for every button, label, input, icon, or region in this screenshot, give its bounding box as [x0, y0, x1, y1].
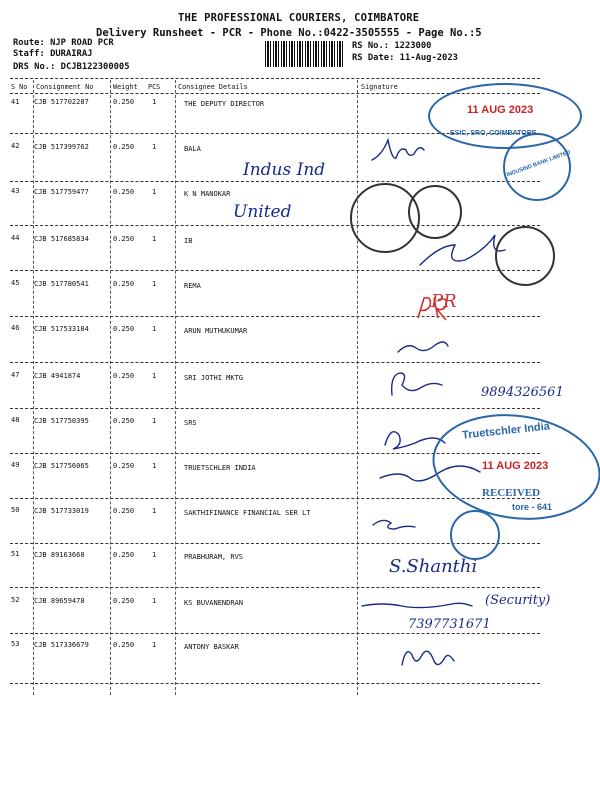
row-consignee: PRABHURAM, RVS [184, 553, 244, 561]
row-pcs: 1 [152, 417, 157, 425]
esic-stamp [428, 83, 582, 149]
row-consignee: THE DEPUTY DIRECTOR [184, 100, 265, 108]
row-weight: 0.250 [113, 325, 135, 333]
drs-number: DRS No.: DCJB122300005 [13, 62, 130, 72]
row-pcs: 1 [152, 462, 157, 470]
signature-row52 [362, 603, 472, 607]
row-sno: 47 [11, 371, 20, 379]
row-consignment: CJB 517750395 [34, 417, 89, 425]
row-sno: 49 [11, 461, 20, 469]
handwritten-number: 7397731671 [408, 617, 491, 632]
row-consignment: CJB 89163668 [34, 551, 85, 559]
row-sno: 50 [11, 506, 20, 514]
row-weight: 0.250 [113, 462, 135, 470]
handwritten-indus-ind: Indus Ind [243, 160, 326, 180]
rs-date: RS Date: 11-Aug-2023 [352, 53, 458, 63]
row-pcs: 1 [152, 325, 157, 333]
col-weight: Weight [113, 83, 138, 91]
row-rule [10, 683, 540, 684]
esic-stamp-date: 11 AUG 2023 [467, 104, 534, 116]
handwritten-shanthi: S.Shanthi [389, 556, 478, 577]
row-sno: 43 [11, 187, 20, 195]
row-pcs: 1 [152, 280, 157, 288]
row-sno: 51 [11, 550, 20, 558]
row-weight: 0.250 [113, 98, 135, 106]
row-consignee: ANTONY BASKAR [184, 643, 239, 651]
row-consignee: BALA [184, 145, 201, 153]
row-rule [10, 587, 540, 588]
row-pcs: 1 [152, 143, 157, 151]
row-consignment: CJB 517733019 [34, 507, 89, 515]
row-weight: 0.250 [113, 372, 135, 380]
rs-number: RS No.: 1223000 [352, 41, 432, 51]
row-consignee: IB [184, 237, 193, 245]
row-consignee: ARUN MUTHUKUMAR [184, 327, 248, 335]
esic-stamp-text: ESIC, SRO, COIMBATORE [450, 130, 537, 137]
row-consignee: KS BUVANENDRAN [184, 599, 244, 607]
company-title: THE PROFESSIONAL COURIERS, COIMBATORE [178, 12, 420, 24]
row-weight: 0.250 [113, 143, 135, 151]
row-pcs: 1 [152, 641, 157, 649]
row-pcs: 1 [152, 235, 157, 243]
row-weight: 0.250 [113, 641, 135, 649]
row-rule [10, 270, 540, 271]
row-pcs: 1 [152, 551, 157, 559]
row-sno: 53 [11, 640, 20, 648]
truetschler-stamp-date: 11 AUG 2023 [482, 460, 549, 472]
staff-label: Staff: DURAIRAJ [13, 49, 93, 59]
handwritten-phone: 9894326561 [481, 385, 564, 400]
indusind-stamp-text: INDUSIND BANK LIMITED [506, 149, 572, 179]
row-sno: 45 [11, 279, 20, 287]
row-consignment: CJB 4941874 [34, 372, 81, 380]
signature-row53 [402, 651, 454, 665]
row-weight: 0.250 [113, 507, 135, 515]
row-sno: 52 [11, 596, 20, 604]
signature-row47 [392, 373, 442, 395]
handwritten-united: United [233, 202, 292, 222]
row-pcs: 1 [152, 188, 157, 196]
handwritten-pr: PR [431, 291, 457, 312]
signature-row50 [373, 520, 415, 529]
runsheet-title: Delivery Runsheet - PCR - Phone No.:0422-3505555 - Page No.:5 [96, 27, 482, 39]
signature-row42 [372, 140, 424, 160]
col-signature: Signature [361, 83, 398, 91]
row-pcs: 1 [152, 597, 157, 605]
handwritten-security: (Security) [485, 593, 551, 608]
col-pcs: PCS [148, 83, 161, 91]
row-pcs: 1 [152, 372, 157, 380]
row-consignee: SRS [184, 419, 197, 427]
header-top-rule [10, 78, 540, 79]
row-consignee: REMA [184, 282, 201, 290]
truetschler-stamp-text: Truetschler India [461, 420, 551, 442]
row-sno: 41 [11, 98, 20, 106]
govt-seal-stamp [408, 185, 462, 239]
row-rule [10, 225, 540, 226]
row-consignment: CJB 517336679 [34, 641, 89, 649]
row-rule [10, 362, 540, 363]
col-separator [357, 80, 358, 695]
row-sno: 46 [11, 324, 20, 332]
row-rule [10, 181, 540, 182]
row-weight: 0.250 [113, 597, 135, 605]
row-weight: 0.250 [113, 280, 135, 288]
row-sno: 44 [11, 234, 20, 242]
col-sno: S No [11, 83, 28, 91]
route-label: Route: NJP ROAD PCR [13, 38, 114, 48]
row-consignment: CJB 517399762 [34, 143, 89, 151]
row-consignment: CJB 517780541 [34, 280, 89, 288]
row-sno: 48 [11, 416, 20, 424]
row-pcs: 1 [152, 507, 157, 515]
signature-row44 [420, 235, 505, 265]
truetschler-place: tore - 641 [512, 502, 553, 512]
barcode [265, 41, 345, 67]
row-consignment: CJB 89659478 [34, 597, 85, 605]
col-separator [175, 80, 176, 695]
sakthi-finance-stamp [450, 510, 500, 560]
row-consignment: CJB 517533184 [34, 325, 89, 333]
row-consignee: TRUETSCHLER INDIA [184, 464, 256, 472]
row-consignee: K N MANOKAR [184, 190, 231, 198]
row-consignee: SAKTHIFINANCE FINANCIAL SER LT [184, 509, 311, 517]
col-separator [110, 80, 111, 695]
row-weight: 0.250 [113, 417, 135, 425]
received-stamp-text: RECEIVED [482, 487, 541, 499]
row-rule [10, 408, 540, 409]
row-consignee: SRI JOTHI MKTG [184, 374, 244, 382]
row-rule [10, 633, 540, 634]
row-consignment: CJB 517685834 [34, 235, 89, 243]
signature-row46 [398, 342, 448, 352]
row-consignment: CJB 517759477 [34, 188, 89, 196]
row-pcs: 1 [152, 98, 157, 106]
col-consignee: Consignee Details [178, 83, 248, 91]
col-consignment: Consignment No [36, 83, 94, 91]
row-weight: 0.250 [113, 551, 135, 559]
row-weight: 0.250 [113, 235, 135, 243]
row-rule [10, 316, 540, 317]
row-consignment: CJB 517756065 [34, 462, 89, 470]
row-weight: 0.250 [113, 188, 135, 196]
bank-seal-stamp [495, 226, 555, 286]
row-sno: 42 [11, 142, 20, 150]
row-consignment: CJB 517702287 [34, 98, 89, 106]
